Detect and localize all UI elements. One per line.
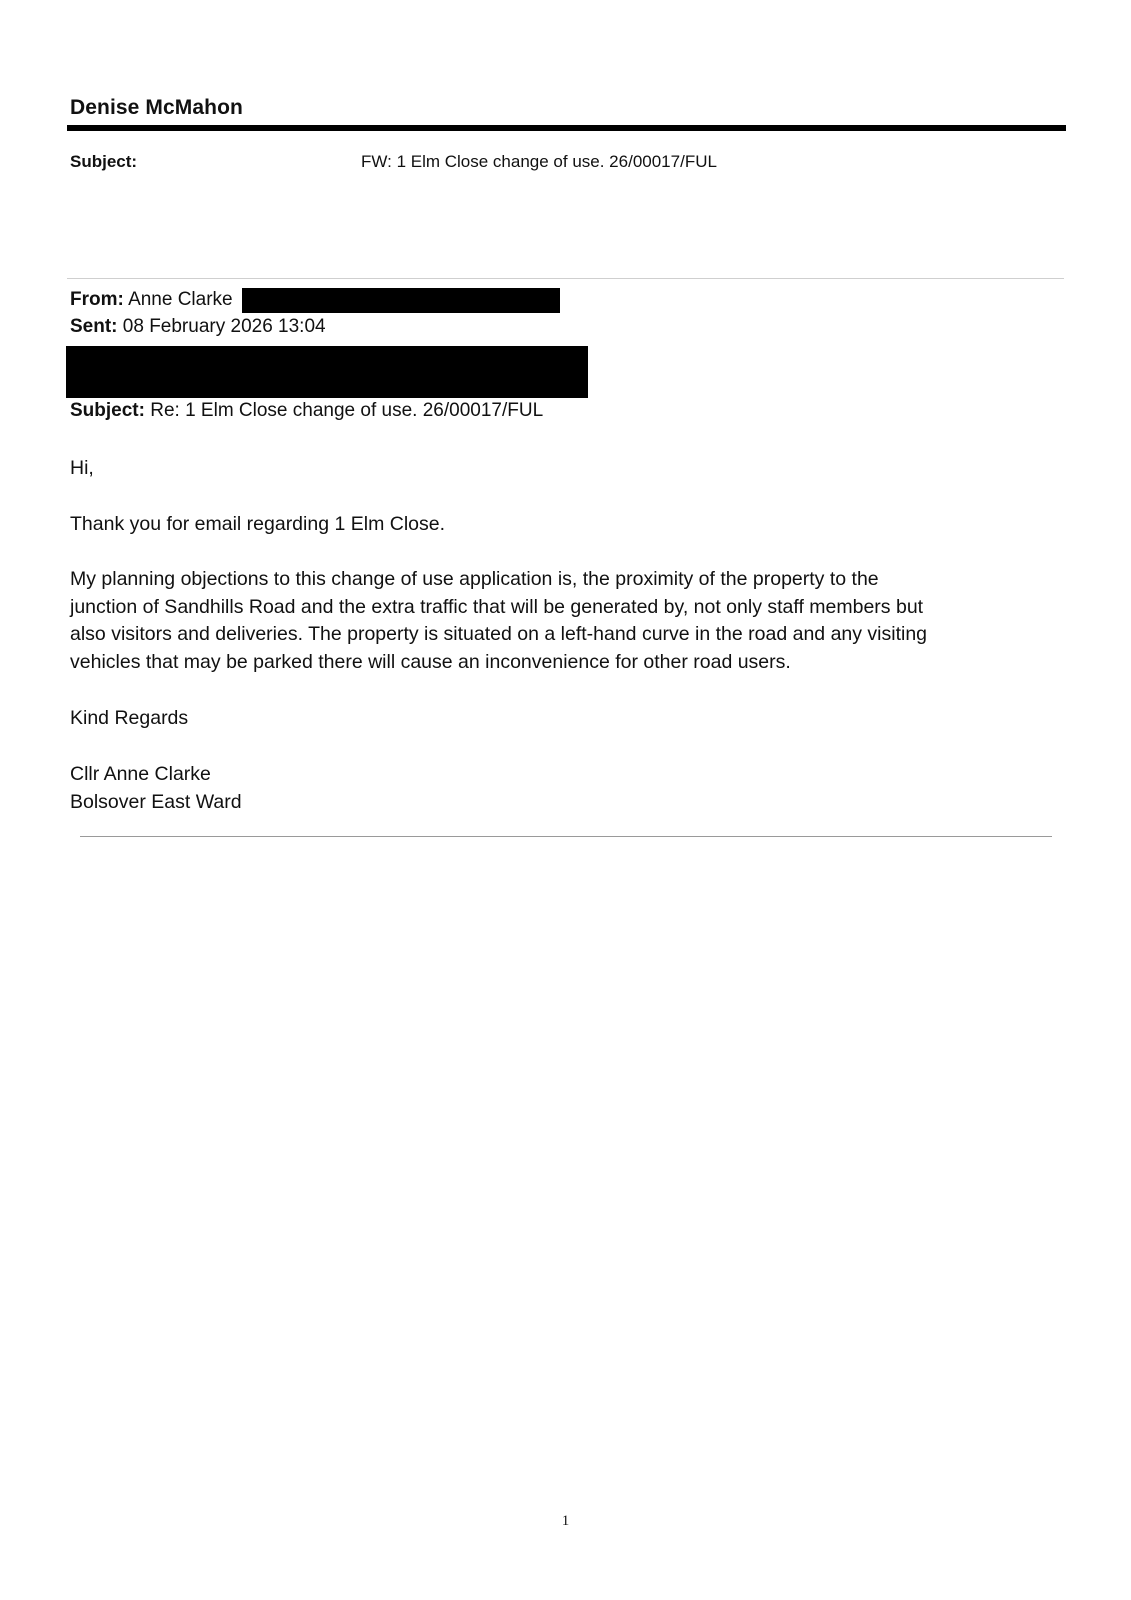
from-line — [70, 289, 233, 311]
greeting: Hi, — [70, 457, 94, 479]
message-subject-value: Re: 1 Elm Close change of use. 26/00017/FUL — [150, 400, 544, 421]
from-label: From: — [70, 289, 124, 310]
mailbox-owner-name: Denise McMahon — [70, 96, 243, 119]
redaction-block-email — [242, 288, 560, 313]
sent-label: Sent: — [70, 316, 118, 337]
redaction-block-recipients — [66, 346, 588, 398]
from-value: Anne Clarke — [128, 289, 233, 310]
message-subject-line — [70, 400, 543, 422]
signature-name: Cllr Anne Clarke — [70, 763, 211, 785]
sent-line — [70, 316, 326, 338]
paragraph-line: My planning objections to this change of use application is, the proximity of the property to the — [70, 568, 879, 590]
header-subject-value: FW: 1 Elm Close change of use. 26/00017/FUL — [361, 152, 717, 171]
paragraph-line: also visitors and deliveries. The property is situated on a left-hand curve in the road and any visiting — [70, 623, 928, 645]
header-subject-label: Subject: — [70, 152, 138, 171]
paragraph-line: junction of Sandhills Road and the extra traffic that will be generated by, not only staff members but — [70, 595, 924, 618]
message-end-divider — [80, 836, 1052, 837]
paragraph-objection — [70, 566, 927, 676]
signature-ward: Bolsover East Ward — [70, 791, 242, 813]
page-number: 1 — [561, 1513, 570, 1529]
message-subject-label: Subject: — [70, 400, 145, 421]
header-divider — [67, 125, 1066, 131]
closing: Kind Regards — [70, 707, 189, 729]
message-divider — [67, 278, 1064, 279]
sent-value: 08 February 2026 13:04 — [122, 316, 326, 337]
paragraph-thanks: Thank you for email regarding 1 Elm Close. — [70, 513, 446, 535]
paragraph-line: vehicles that may be parked there will cause an inconvenience for other road users. — [70, 650, 791, 673]
